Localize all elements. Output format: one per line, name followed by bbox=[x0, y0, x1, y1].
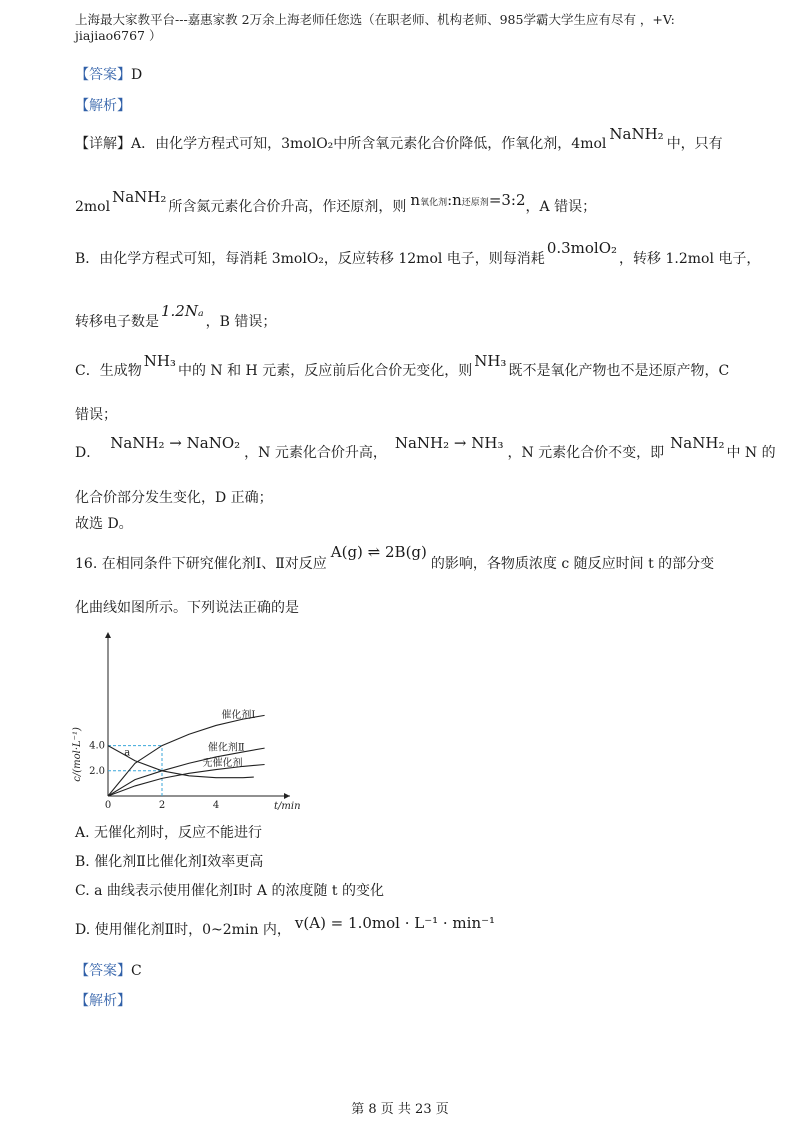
series-label-2: 无催化剂 bbox=[202, 757, 243, 769]
formula-nanh2: NaNH₂ bbox=[112, 188, 167, 206]
x-tick-label-2: 4 bbox=[212, 800, 220, 811]
q16-answer-value: C bbox=[131, 963, 142, 979]
detail-a-line-1 bbox=[75, 125, 723, 153]
detail-d-line-1 bbox=[75, 434, 776, 462]
detail-c-mid: 中的 N 和 H 元素，反应前后化合价无变化，则 bbox=[177, 363, 473, 379]
detail-b2-start: 转移电子数是 bbox=[75, 314, 159, 330]
detail-b-line-1 bbox=[75, 239, 761, 268]
formula-nanh2-to-nano2: NaNH₂ → NaNO₂ bbox=[110, 434, 241, 452]
detail-c-line-1 bbox=[75, 352, 730, 380]
formula-nanh2: NaNH₂ bbox=[670, 434, 725, 452]
detail-b-text: B．由化学方程式可知，每消耗 3molO₂，反应转移 12mol 电子，则每消耗 bbox=[75, 251, 545, 267]
q16-stem-line-1 bbox=[75, 543, 715, 573]
series-label-0: 催化剂Ⅰ bbox=[221, 709, 256, 721]
answer-value: D bbox=[131, 67, 143, 83]
ratio-value: =3:2 bbox=[488, 191, 526, 209]
reaction-equation: A(g) ⇌ 2B(g) bbox=[330, 543, 427, 561]
answer-line bbox=[75, 64, 142, 84]
detail-a-line-2 bbox=[75, 188, 597, 216]
detail-b2-end: ，B 错误； bbox=[205, 314, 277, 330]
detail-b-end: ，转移 1.2mol 电子， bbox=[619, 251, 761, 267]
series-line-1 bbox=[108, 748, 265, 796]
header-line-2: jiajiao6767 ） bbox=[75, 28, 162, 43]
analysis-label: 【解析】 bbox=[75, 98, 131, 114]
q16-stem-line-2: 化曲线如图所示。下列说法正确的是 bbox=[75, 600, 299, 616]
q16-stem-start: 16. 在相同条件下研究催化剂Ⅰ、Ⅱ对反应 bbox=[75, 556, 327, 572]
detail-d-line-2: 化合价部分发生变化，D 正确； bbox=[75, 490, 273, 506]
detail-c-line-2: 错误； bbox=[75, 407, 117, 423]
answer-label: 【答案】 bbox=[75, 67, 131, 83]
conclusion: 故选 D。 bbox=[75, 516, 133, 532]
page-footer: 第 8 页 共 23 页 bbox=[351, 1102, 449, 1117]
x-axis-arrow bbox=[284, 793, 290, 799]
detail-d-mid1: ，N 元素化合价升高， bbox=[244, 445, 387, 461]
detail-c-start: C．生成物 bbox=[75, 363, 142, 379]
formula-nanh2-to-nh3: NaNH₂ → NH₃ bbox=[394, 434, 504, 452]
header-line-1: 上海最大家教平台---嘉惠家教 2万余上海老师任您选（在职老师、机构老师、985学霸大学生应有尽有 ，+V: bbox=[75, 12, 675, 27]
option-d-text: D. 使用催化剂Ⅱ时，0~2min 内， bbox=[75, 922, 291, 938]
x-axis-label: t/min bbox=[274, 801, 301, 812]
detail-c-end: 既不是氧化产物也不是还原产物，C bbox=[508, 363, 730, 379]
ratio-n: n bbox=[410, 191, 421, 209]
y-axis-arrow bbox=[105, 632, 111, 638]
x-tick-label-1: 2 bbox=[158, 800, 166, 811]
q16-answer-line bbox=[75, 960, 142, 980]
ratio-sub-reductant: 还原剂 bbox=[461, 198, 489, 208]
concentration-time-chart bbox=[70, 628, 301, 812]
y-tick-label-1: 4.0 bbox=[89, 740, 105, 752]
series-line-2 bbox=[108, 765, 265, 797]
detail-a2-start: 2mol bbox=[75, 199, 111, 215]
formula-nanh2: NaNH₂ bbox=[609, 125, 664, 143]
formula-nh3: NH₃ bbox=[474, 352, 507, 370]
q16-analysis-label: 【解析】 bbox=[75, 993, 131, 1009]
detail-d-end: 中 N 的 bbox=[726, 445, 776, 461]
q16-stem-end: 的影响，各物质浓度 c 随反应时间 t 的部分变 bbox=[430, 556, 715, 572]
y-axis-label: c/(mol·L⁻¹) bbox=[72, 727, 83, 782]
formula-nh3: NH₃ bbox=[143, 352, 176, 370]
detail-a-end: 中，只有 bbox=[666, 136, 723, 152]
detail-a2-end: ，A 错误； bbox=[525, 199, 597, 215]
detail-b-line-2 bbox=[75, 302, 277, 331]
ratio-n2: :n bbox=[447, 191, 462, 209]
series-label-1: 催化剂Ⅱ bbox=[207, 742, 245, 754]
option-d bbox=[75, 914, 496, 939]
detail-d-start: D． bbox=[75, 445, 101, 461]
formula-o2: 0.3molO₂ bbox=[546, 239, 618, 257]
ratio-sub-oxidant: 氧化剂 bbox=[420, 198, 448, 208]
y-tick-label-0: 2.0 bbox=[89, 765, 105, 777]
page-header bbox=[75, 12, 735, 44]
option-c: C. a 曲线表示使用催化剂Ⅰ时 A 的浓度随 t 的变化 bbox=[75, 883, 384, 899]
series-label-3: a bbox=[124, 747, 131, 759]
detail-a2-mid: 所含氮元素化合价升高，作还原剂，则 bbox=[168, 199, 407, 215]
q16-answer-label: 【答案】 bbox=[75, 963, 131, 979]
rate-formula: v(A) = 1.0mol · L⁻¹ · min⁻¹ bbox=[294, 914, 496, 932]
x-tick-label-0: 0 bbox=[104, 800, 112, 811]
option-a: A. 无催化剂时，反应不能进行 bbox=[75, 825, 263, 841]
series-line-0 bbox=[108, 715, 265, 796]
formula-na: 1.2Nₐ bbox=[161, 302, 204, 320]
detail-a-text: 【详解】A．由化学方程式可知，3molO₂中所含氧元素化合价降低，作氧化剂，4mol bbox=[75, 136, 607, 152]
detail-d-mid2: ，N 元素化合价不变，即 bbox=[507, 445, 665, 461]
option-b: B. 催化剂Ⅱ比催化剂Ⅰ效率更高 bbox=[75, 854, 264, 870]
